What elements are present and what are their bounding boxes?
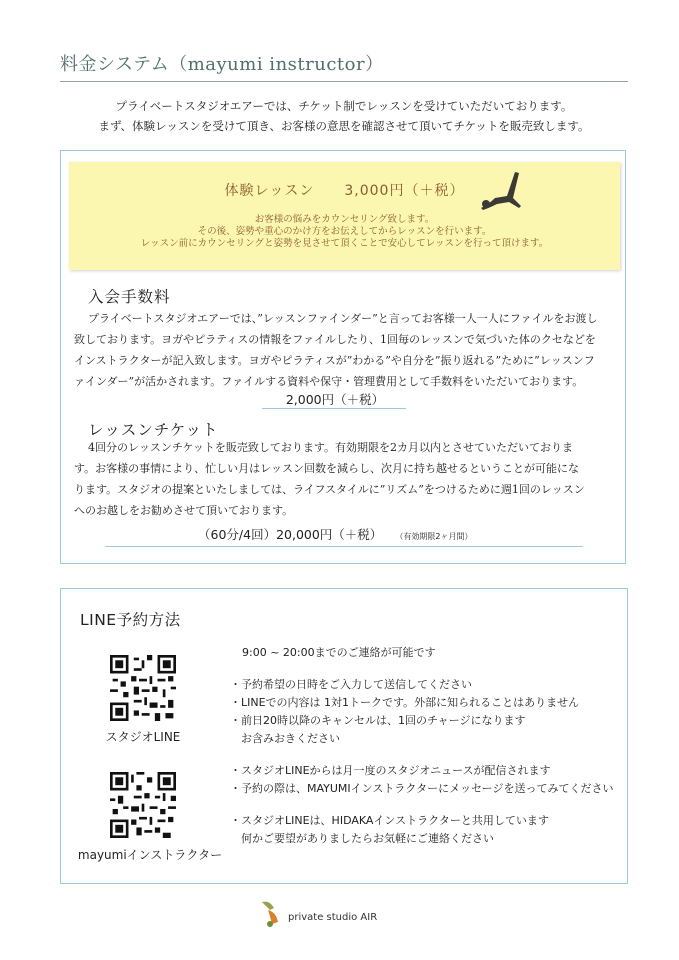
trial-line-2: その後、姿勢や重心のかけ方をお伝えしてからレッスンを行います。 bbox=[197, 226, 492, 237]
ticket-line-2: す。お客様の事情により、忙しい月はレッスン回数を減らし、次月に持ち越せるということが可能にな bbox=[74, 462, 580, 475]
line-info-3: ・前日20時以降のキャンセルは、1回のチャージになります bbox=[230, 714, 526, 727]
studio-line-qr-label: スタジオLINE bbox=[105, 730, 181, 744]
ticket-price: （60分/4回）20,000円（＋税） bbox=[198, 527, 383, 542]
studio-air-logo-icon bbox=[258, 898, 284, 928]
trial-line-3: レッスン前にカウンセリングと姿勢を見させて頂くことで安心してレッスンを行って頂けます。 bbox=[140, 238, 549, 249]
intro-line-1: プライベートスタジオエアーでは、チケット制でレッスンを受けていただいております。 bbox=[115, 99, 573, 113]
line-info-7: ・スタジオLINEは、HIDAKAインストラクターと共用しています bbox=[230, 814, 549, 827]
trial-lesson-panel bbox=[69, 162, 620, 270]
line-info-2: ・LINEでの内容は 1対1トークです。外部に知られることはありません bbox=[230, 696, 580, 709]
intro-line-2: まず、体験レッスンを受けて頂き、お客様の意思を確認させて頂いてチケットを販売致します。 bbox=[98, 119, 590, 133]
ticket-line-3: ります。スタジオの提案といたしましては、ライフスタイルに”リズム”をつけるために週1回のレッスン bbox=[74, 483, 585, 496]
line-heading: LINE予約方法 bbox=[80, 611, 181, 629]
ticket-heading: レッスンチケット bbox=[88, 421, 219, 439]
studio-line-qr-code[interactable] bbox=[110, 655, 176, 721]
mayumi-line-qr-code[interactable] bbox=[110, 772, 176, 838]
trial-lesson-title: 体験レッスン 3,000円（＋税） bbox=[224, 183, 465, 199]
line-hours: 9:00 ~ 20:00までのご連絡が可能です bbox=[242, 646, 436, 659]
ticket-price-underline bbox=[105, 546, 583, 547]
line-info-4: お含みおきください bbox=[230, 732, 340, 745]
admission-line-2: 致しております。ヨガやピラティスの情報をファイルしたり、1回毎のレッスンで気づいた体のクセなどを bbox=[74, 333, 596, 346]
yoga-pose-icon bbox=[479, 168, 527, 212]
ticket-line-4: へのお越しをお勧めさせて頂いております。 bbox=[74, 504, 294, 517]
ticket-price-row bbox=[198, 524, 473, 543]
admission-fee-heading: 入会手数料 bbox=[88, 288, 171, 306]
admission-line-4: ァインダー”が活かされます。ファイルする資料や保守・管理費用として手数料をいただいております。 bbox=[74, 375, 584, 388]
line-info-5: ・スタジオLINEからは月一度のスタジオニュースが配信されます bbox=[230, 764, 551, 777]
ticket-price-note: （有効期限2ヶ月間） bbox=[395, 532, 473, 541]
admission-line-1: プライベートスタジオエアーでは、”レッスンファインダー”と言ってお客様一人一人にファイルをお渡し bbox=[88, 312, 598, 325]
page-title: 料金システム（mayumi instructor） bbox=[60, 54, 384, 75]
mayumi-line-qr-label: mayumiインストラクター bbox=[77, 848, 223, 862]
footer-brand: private studio AIR bbox=[288, 912, 378, 923]
ticket-line-1: 4回分のレッスンチケットを販売致しております。有効期限を2カ月以内とさせていただいておりま bbox=[88, 441, 574, 454]
admission-line-3: インストラクターが記入致します。ヨガやピラティスが”わかる”や自分を”振り返れる”ために”レッスンフ bbox=[74, 354, 595, 367]
line-info-1: ・予約希望の日時をご入力して送信してください bbox=[230, 678, 472, 691]
admission-price-underline bbox=[262, 408, 406, 409]
admission-price: 2,000円（＋税） bbox=[285, 392, 385, 407]
line-info-8: 何かご要望がありましたらお気軽にご連絡ください bbox=[230, 832, 494, 845]
line-info-6: ・予約の際は、MAYUMIインストラクターにメッセージを送ってみてください bbox=[230, 782, 614, 795]
title-divider bbox=[60, 81, 628, 82]
trial-line-1: お客様の悩みをカウンセリング致します。 bbox=[254, 214, 435, 225]
